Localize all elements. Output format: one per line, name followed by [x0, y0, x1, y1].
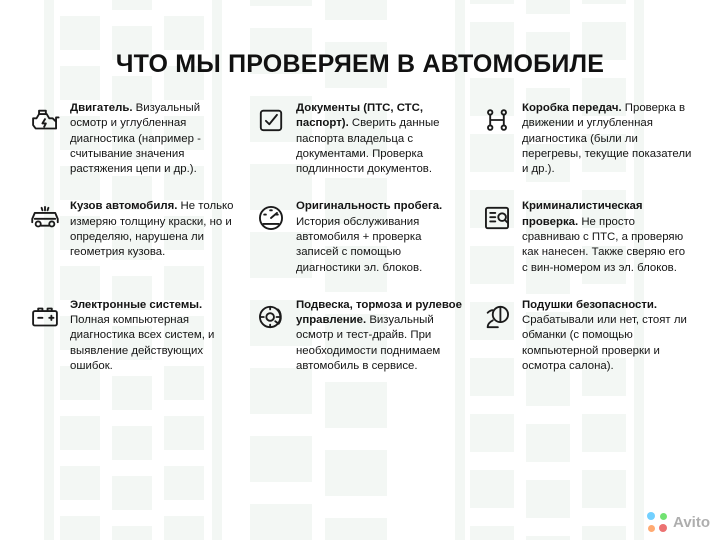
list-item-body: Проверка в движении и углубленная диагностика (были ли перегревы, текущие показатели и др.).	[522, 102, 692, 176]
list-item-lead: Документы (ПТС, СТС, паспорт).	[296, 102, 423, 130]
list-item-text	[296, 199, 466, 275]
battery-icon	[28, 300, 62, 334]
list-item	[480, 101, 692, 177]
list-item-body: Визуальный осмотр и углубленная диагностика (например - считывание значения растяжения цепи и др.).	[70, 102, 201, 176]
list-item-text	[296, 101, 466, 177]
gearbox-icon	[480, 103, 514, 137]
list-item-body: Не только измеряю толщину краски, но и определяю, нарушена ли геометрия кузова.	[70, 200, 234, 259]
list-item-lead: Подушки безопасности.	[522, 298, 658, 311]
list-item-lead: Подвеска, тормоза и рулевое управление.	[296, 298, 462, 327]
list-item-lead: Электронные системы.	[70, 298, 203, 311]
list-item-text	[70, 298, 240, 374]
list-item-text	[522, 101, 692, 177]
list-item-lead: Кузов автомобиля.	[70, 200, 178, 213]
airbag-icon	[480, 300, 514, 334]
list-item-text	[296, 298, 466, 374]
list-item-body: Сверить данные паспорта владельца с документами. Проверка подлинности документов.	[296, 117, 440, 176]
odometer-icon	[254, 201, 288, 235]
avito-watermark-label: Avito	[673, 513, 710, 531]
document-check-icon	[254, 103, 288, 137]
avito-logo-icon	[647, 512, 667, 532]
list-item	[480, 199, 692, 275]
list-item-lead: Криминалистическая проверка.	[522, 200, 643, 228]
engine-icon	[28, 103, 62, 137]
list-item-lead: Двигатель.	[70, 102, 133, 114]
car-body-icon	[28, 201, 62, 235]
list-item	[480, 298, 692, 374]
list-item-body: Не просто сравниваю с ПТС, а проверяю как нанесен. Также сверяю его с вин-номером из эл. блоков.	[522, 215, 686, 274]
list-item	[28, 199, 240, 275]
list-item-lead: Коробка передач.	[522, 102, 622, 114]
list-item	[254, 199, 466, 275]
list-item-body: Визуальный осмотр и тест-драйв. При необходимости поднимаем автомобиль в сервисе.	[296, 314, 441, 372]
list-item	[254, 298, 466, 374]
checklist-grid	[18, 101, 702, 374]
brake-disc-icon	[254, 300, 288, 334]
page-title: ЧТО МЫ ПРОВЕРЯЕМ В АВТОМОБИЛЕ	[115, 50, 605, 78]
list-item-body: Полная компьютерная диагностика всех систем, и выявление действующих ошибок.	[70, 314, 215, 372]
avito-watermark	[647, 512, 710, 532]
list-item	[254, 101, 466, 177]
list-item-body: Срабатывали или нет, стоят ли обманки (с помощью компьютерной проверки и осмотра салона).	[522, 314, 687, 372]
list-item-text	[70, 101, 240, 177]
list-item-text	[522, 199, 692, 275]
list-item-body: История обслуживания автомобиля + проверка записей с помощью диагностики эл. блоков.	[296, 215, 423, 274]
forensic-check-icon	[480, 201, 514, 235]
list-item-text	[522, 298, 692, 374]
list-item	[28, 101, 240, 177]
list-item-lead: Оригинальность пробега.	[296, 200, 443, 213]
list-item	[28, 298, 240, 374]
list-item-text	[70, 199, 240, 260]
